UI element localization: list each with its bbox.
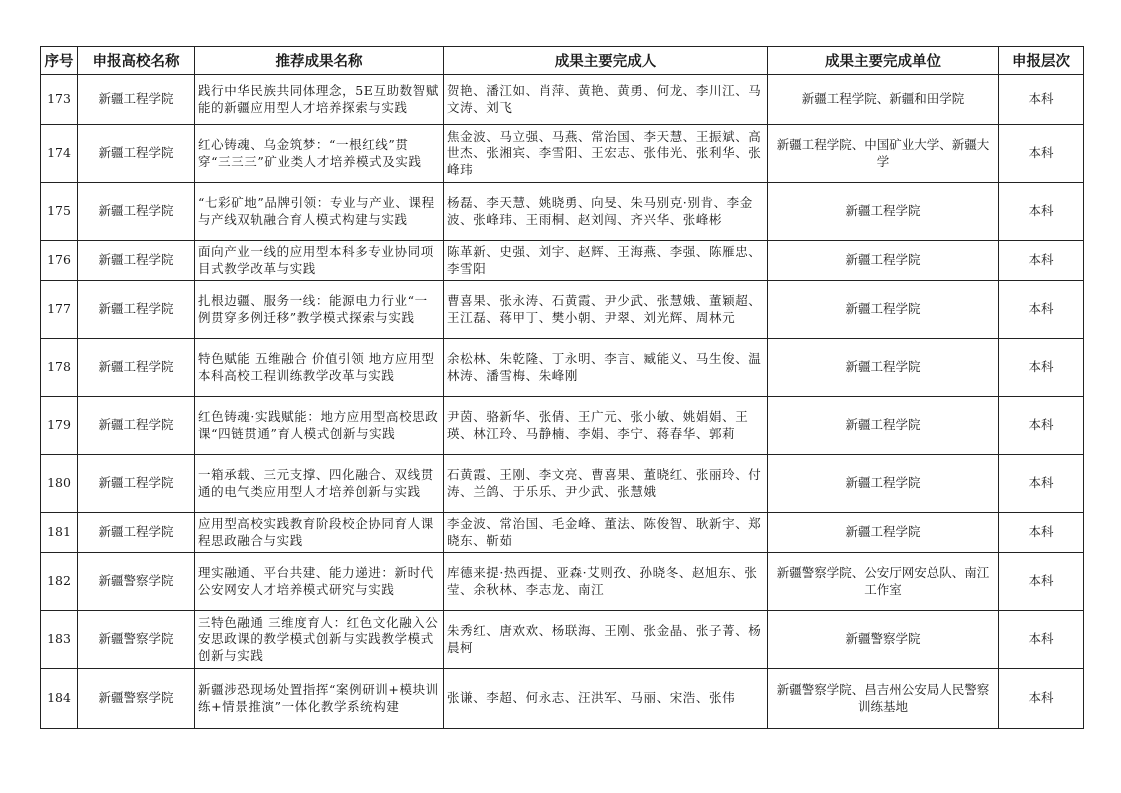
- cell-main-units: 新疆工程学院、新疆和田学院: [768, 75, 999, 125]
- cell-main-contributors: 曹喜果、张永涛、石黄霞、尹少武、张慧娥、董颖超、王江磊、蒋甲丁、樊小朝、尹翠、刘光辉、周林元: [444, 281, 768, 339]
- cell-achievement-title: “七彩矿地”品牌引领：专业与产业、课程与产线双轨融合育人模式构建与实践: [195, 183, 444, 241]
- table-row: [41, 397, 1084, 455]
- cell-serial-number: 178: [41, 339, 78, 397]
- cell-application-level: 本科: [999, 183, 1084, 241]
- header-school-name: 申报高校名称: [78, 47, 195, 75]
- cell-achievement-title: 践行中华民族共同体理念，5E互助数智赋能的新疆应用型人才培养探索与实践: [195, 75, 444, 125]
- cell-application-level: 本科: [999, 397, 1084, 455]
- cell-application-level: 本科: [999, 125, 1084, 183]
- cell-school-name: 新疆警察学院: [78, 611, 195, 669]
- header-main-units: 成果主要完成单位: [768, 47, 999, 75]
- cell-serial-number: 174: [41, 125, 78, 183]
- cell-serial-number: 180: [41, 455, 78, 513]
- cell-application-level: 本科: [999, 513, 1084, 553]
- cell-application-level: 本科: [999, 669, 1084, 729]
- cell-school-name: 新疆工程学院: [78, 513, 195, 553]
- cell-main-units: 新疆警察学院、公安厅网安总队、南江工作室: [768, 553, 999, 611]
- table-row: [41, 611, 1084, 669]
- cell-main-contributors: 张谦、李超、何永志、汪洪军、马丽、宋浩、张伟: [444, 669, 768, 729]
- header-row: [41, 47, 1084, 75]
- cell-application-level: 本科: [999, 339, 1084, 397]
- cell-main-contributors: 石黄霞、王刚、李文亮、曹喜果、董晓红、张丽玲、付涛、兰鸽、于乐乐、尹少武、张慧娥: [444, 455, 768, 513]
- cell-achievement-title: 三特色融通 三维度育人：红色文化融入公安思政课的教学模式创新与实践教学模式创新与实践: [195, 611, 444, 669]
- cell-main-contributors: 库德来提·热西提、亚森·艾则孜、孙晓冬、赵旭东、张莹、余秋林、李志龙、南江: [444, 553, 768, 611]
- cell-achievement-title: 面向产业一线的应用型本科多专业协同项目式教学改革与实践: [195, 241, 444, 281]
- cell-achievement-title: 扎根边疆、服务一线：能源电力行业“一例贯穿多例迁移”教学模式探索与实践: [195, 281, 444, 339]
- cell-achievement-title: 红心铸魂、乌金筑梦：“一根红线”贯穿“三三三”矿业类人才培养模式及实践: [195, 125, 444, 183]
- cell-serial-number: 182: [41, 553, 78, 611]
- cell-main-contributors: 陈革新、史强、刘宇、赵辉、王海燕、李强、陈雁忠、李雪阳: [444, 241, 768, 281]
- table-row: [41, 553, 1084, 611]
- table-row: [41, 183, 1084, 241]
- cell-main-units: 新疆工程学院: [768, 241, 999, 281]
- header-achievement-title: 推荐成果名称: [195, 47, 444, 75]
- table-row: [41, 513, 1084, 553]
- cell-application-level: 本科: [999, 611, 1084, 669]
- cell-achievement-title: 一箱承载、三元支撑、四化融合、双线贯通的电气类应用型人才培养创新与实践: [195, 455, 444, 513]
- table-row: [41, 455, 1084, 513]
- cell-serial-number: 183: [41, 611, 78, 669]
- cell-serial-number: 181: [41, 513, 78, 553]
- cell-school-name: 新疆工程学院: [78, 75, 195, 125]
- table-row: [41, 281, 1084, 339]
- header-serial-number: 序号: [41, 47, 78, 75]
- cell-main-contributors: 焦金波、马立强、马燕、常治国、李天慧、王振斌、高世杰、张湘宾、李雪阳、王宏志、张伟光、张利华、张峰玮: [444, 125, 768, 183]
- cell-application-level: 本科: [999, 241, 1084, 281]
- cell-main-units: 新疆工程学院: [768, 183, 999, 241]
- cell-school-name: 新疆警察学院: [78, 669, 195, 729]
- cell-main-contributors: 李金波、常治国、毛金峰、董法、陈俊智、耿新宇、郑晓东、靳茹: [444, 513, 768, 553]
- cell-application-level: 本科: [999, 75, 1084, 125]
- table-row: [41, 669, 1084, 729]
- cell-application-level: 本科: [999, 553, 1084, 611]
- table-row: [41, 241, 1084, 281]
- cell-main-units: 新疆警察学院: [768, 611, 999, 669]
- cell-main-units: 新疆工程学院: [768, 281, 999, 339]
- table-header: [41, 47, 1084, 75]
- cell-achievement-title: 新疆涉恐现场处置指挥“案例研训+模块训练+情景推演”一体化教学系统构建: [195, 669, 444, 729]
- cell-serial-number: 176: [41, 241, 78, 281]
- cell-main-units: 新疆警察学院、昌吉州公安局人民警察训练基地: [768, 669, 999, 729]
- cell-achievement-title: 特色赋能 五维融合 价值引领 地方应用型本科高校工程训练教学改革与实践: [195, 339, 444, 397]
- cell-main-units: 新疆工程学院: [768, 513, 999, 553]
- table-row: [41, 75, 1084, 125]
- cell-achievement-title: 理实融通、平台共建、能力递进：新时代公安网安人才培养模式研究与实践: [195, 553, 444, 611]
- cell-main-units: 新疆工程学院: [768, 339, 999, 397]
- cell-main-contributors: 朱秀红、唐欢欢、杨联海、王刚、张金晶、张子菁、杨晨柯: [444, 611, 768, 669]
- cell-school-name: 新疆工程学院: [78, 281, 195, 339]
- table-row: [41, 125, 1084, 183]
- cell-achievement-title: 红色铸魂·实践赋能：地方应用型高校思政课“四链贯通”育人模式创新与实践: [195, 397, 444, 455]
- header-application-level: 申报层次: [999, 47, 1084, 75]
- cell-serial-number: 173: [41, 75, 78, 125]
- cell-achievement-title: 应用型高校实践教育阶段校企协同育人课程思政融合与实践: [195, 513, 444, 553]
- table-body: [41, 75, 1084, 729]
- cell-main-units: 新疆工程学院、中国矿业大学、新疆大学: [768, 125, 999, 183]
- cell-serial-number: 175: [41, 183, 78, 241]
- achievement-table: [40, 46, 1084, 729]
- cell-school-name: 新疆警察学院: [78, 553, 195, 611]
- cell-school-name: 新疆工程学院: [78, 397, 195, 455]
- cell-main-units: 新疆工程学院: [768, 397, 999, 455]
- header-main-contributors: 成果主要完成人: [444, 47, 768, 75]
- cell-main-contributors: 杨磊、李天慧、姚晓勇、向旻、朱马别克·别肯、李金波、张峰玮、王雨桐、赵刘闯、齐兴华、张峰彬: [444, 183, 768, 241]
- cell-school-name: 新疆工程学院: [78, 455, 195, 513]
- cell-main-contributors: 尹茵、骆新华、张倩、王广元、张小敏、姚娟娟、王瑛、林江玲、马静楠、李娟、李宁、蒋春华、郭莉: [444, 397, 768, 455]
- cell-application-level: 本科: [999, 455, 1084, 513]
- cell-main-units: 新疆工程学院: [768, 455, 999, 513]
- cell-serial-number: 184: [41, 669, 78, 729]
- cell-serial-number: 179: [41, 397, 78, 455]
- cell-school-name: 新疆工程学院: [78, 183, 195, 241]
- cell-school-name: 新疆工程学院: [78, 339, 195, 397]
- cell-application-level: 本科: [999, 281, 1084, 339]
- cell-school-name: 新疆工程学院: [78, 241, 195, 281]
- cell-serial-number: 177: [41, 281, 78, 339]
- cell-main-contributors: 贺艳、潘江如、肖萍、黄艳、黄勇、何龙、李川江、马文涛、刘飞: [444, 75, 768, 125]
- cell-main-contributors: 余松林、朱乾隆、丁永明、李言、臧能义、马生俊、温林涛、潘雪梅、朱峰刚: [444, 339, 768, 397]
- cell-school-name: 新疆工程学院: [78, 125, 195, 183]
- table-row: [41, 339, 1084, 397]
